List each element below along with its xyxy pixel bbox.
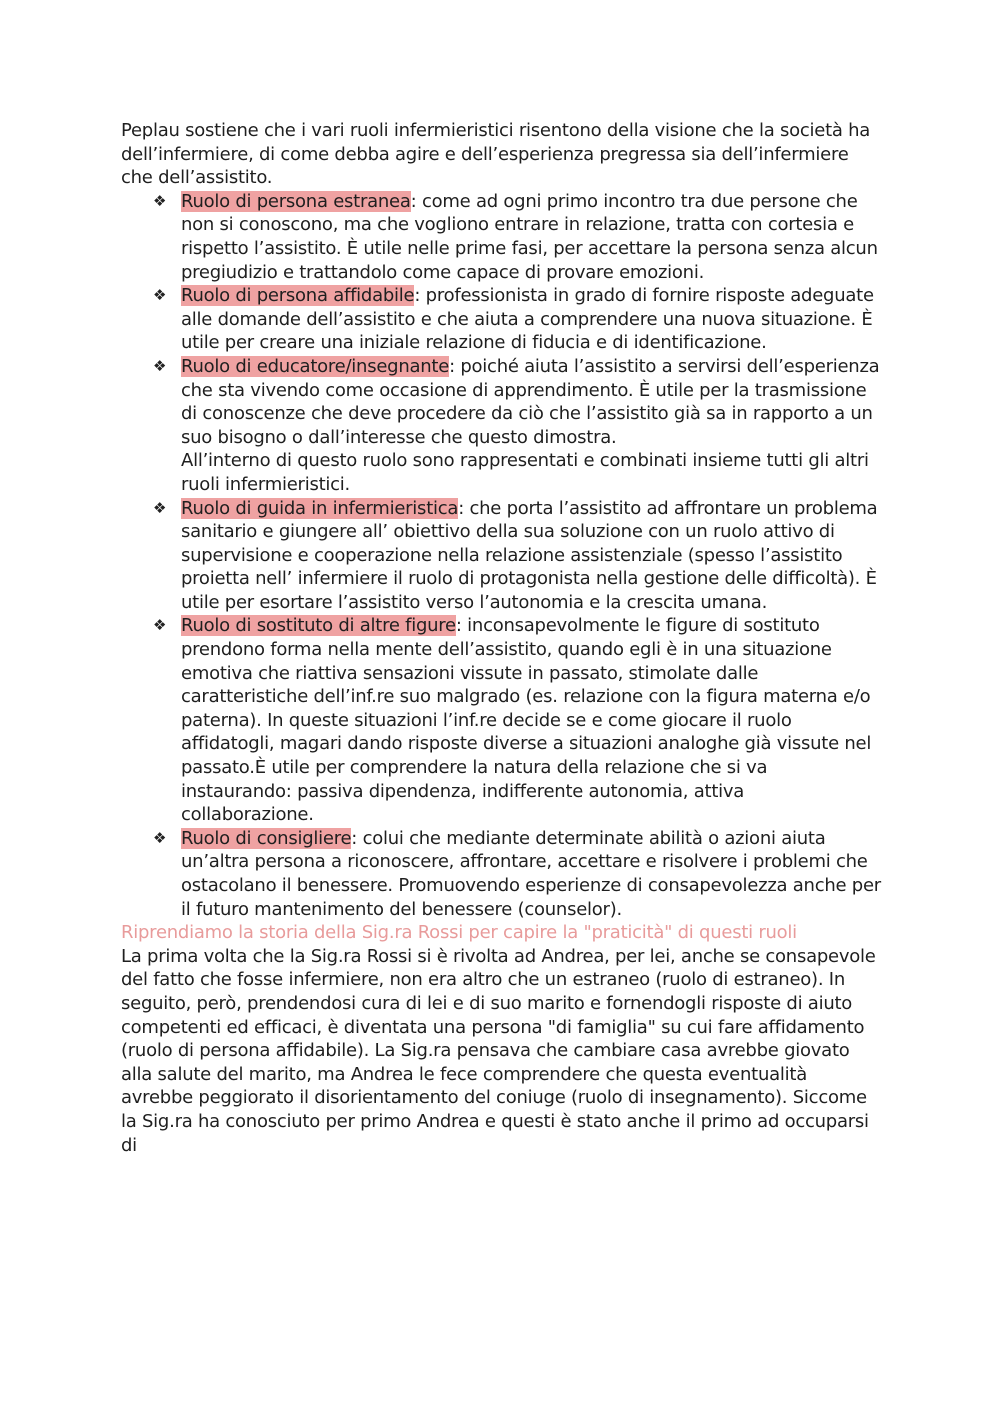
role-name-highlight: Ruolo di guida in infermieristica: [181, 497, 459, 519]
story-paragraph: La prima volta che la Sig.ra Rossi si è rivolta ad Andrea, per lei, anche se consapevole del fatto che fosse infermiere, non era altro che un estraneo (ruolo di estraneo). In seguito, però, prendendosi cura di lei e di suo marito e fornendogli risposte di aiuto competenti ed efficaci, è diventata una persona "di famiglia" su cui fare affidamento (ruolo di persona affidabile). La Sig.ra pensava che cambiare casa avrebbe giovato alla salute del marito, ma Andrea le fece comprendere che questa eventualità avrebbe peggiorato il disorientamento del coniuge (ruolo di insegnamento). Siccome la Sig.ra ha conosciuto per primo Andrea e questi è stato anche il primo ad occuparsi di: [121, 945, 876, 1156]
diamond-bullet-icon: ❖: [153, 498, 167, 517]
roles-list: [121, 190, 881, 921]
list-item: [153, 614, 881, 826]
role-name-highlight: Ruolo di sostituto di altre figure: [181, 615, 456, 637]
diamond-bullet-icon: ❖: [153, 828, 167, 847]
diamond-bullet-icon: ❖: [153, 356, 167, 375]
role-name-highlight: Ruolo di educatore/insegnante: [181, 355, 450, 377]
role-description: : inconsapevolmente le figure di sostituto prendono forma nella mente dell’assistito, quando egli è in una situazione emotiva che riattiva sensazioni vissute in passato, stimolate dalle caratteristiche dell’inf.re suo malgrado (es. relazione con la figura materna e/o paterna). In queste situazioni l’inf.re decide se e come giocare il ruolo affidatogli, magari dando risposte diverse a situazioni analoghe già vissute nel passato.È utile per comprendere la natura della relazione che si va instaurando: passiva dipendenza, indifferente autonomia, attiva collaborazione.: [181, 615, 872, 826]
list-item: [153, 497, 881, 615]
section-heading: Riprendiamo la storia della Sig.ra Rossi per capire la "praticità" di questi ruoli: [121, 922, 797, 944]
role-extra-note: All’interno di questo ruolo sono rappresentati e combinati insieme tutti gli altri ruoli infermieristici.: [181, 450, 869, 495]
role-description: : che porta l’assistito ad affrontare un problema sanitario e giungere all’ obiettivo della sua soluzione con un ruolo attivo di supervisione e cooperazione nella relazione assistenziale (spesso l’assistito proietta nell’ infermiere il ruolo di protagonista nella gestione delle difficoltà). È utile per esortare l’assistito verso l’autonomia e la crescita umana.: [181, 497, 878, 613]
intro-paragraph: Peplau sostiene che i vari ruoli infermieristici risentono della visione che la società ha dell’infermiere, di come debba agire e dell’esperienza pregressa sia dell’infermiere che dell’assistito.: [121, 120, 871, 189]
diamond-bullet-icon: ❖: [153, 286, 167, 305]
role-name-highlight: Ruolo di persona estranea: [181, 190, 411, 212]
role-name-highlight: Ruolo di consigliere: [181, 827, 352, 849]
diamond-bullet-icon: ❖: [153, 616, 167, 635]
role-description: : come ad ogni primo incontro tra due persone che non si conoscono, ma che vogliono entrare in relazione, tratta con cortesia e rispetto l’assistito. È utile nelle prime fasi, per accettare la persona senza alcun pregiudizio e trattandolo come capace di provare emozioni.: [181, 190, 878, 283]
role-description: : professionista in grado di fornire risposte adeguate alle domande dell’assistito e che aiuta a comprendere una nuova situazione. È utile per creare una iniziale relazione di fiducia e di identificazione.: [181, 285, 874, 354]
role-description: : poiché aiuta l’assistito a servirsi dell’esperienza che sta vivendo come occasione di apprendimento. È utile per la trasmissione di conoscenze che deve procedere da ciò che l’assistito già sa in rapporto a un suo bisogno o dall’interesse che questo dimostra.: [181, 355, 880, 448]
role-name-highlight: Ruolo di persona affidabile: [181, 285, 415, 307]
role-description: : colui che mediante determinate abilità o azioni aiuta un’altra persona a riconoscere, affrontare, accettare e risolvere i problemi che ostacolano il benessere. Promuovendo esperienze di consapevolezza anche per il futuro mantenimento del benessere (counselor).: [181, 827, 881, 920]
list-item: [153, 355, 881, 497]
list-item: [153, 284, 881, 355]
diamond-bullet-icon: ❖: [153, 191, 167, 210]
list-item: [153, 190, 881, 284]
list-item: [153, 827, 881, 921]
document-body: [121, 119, 881, 1157]
